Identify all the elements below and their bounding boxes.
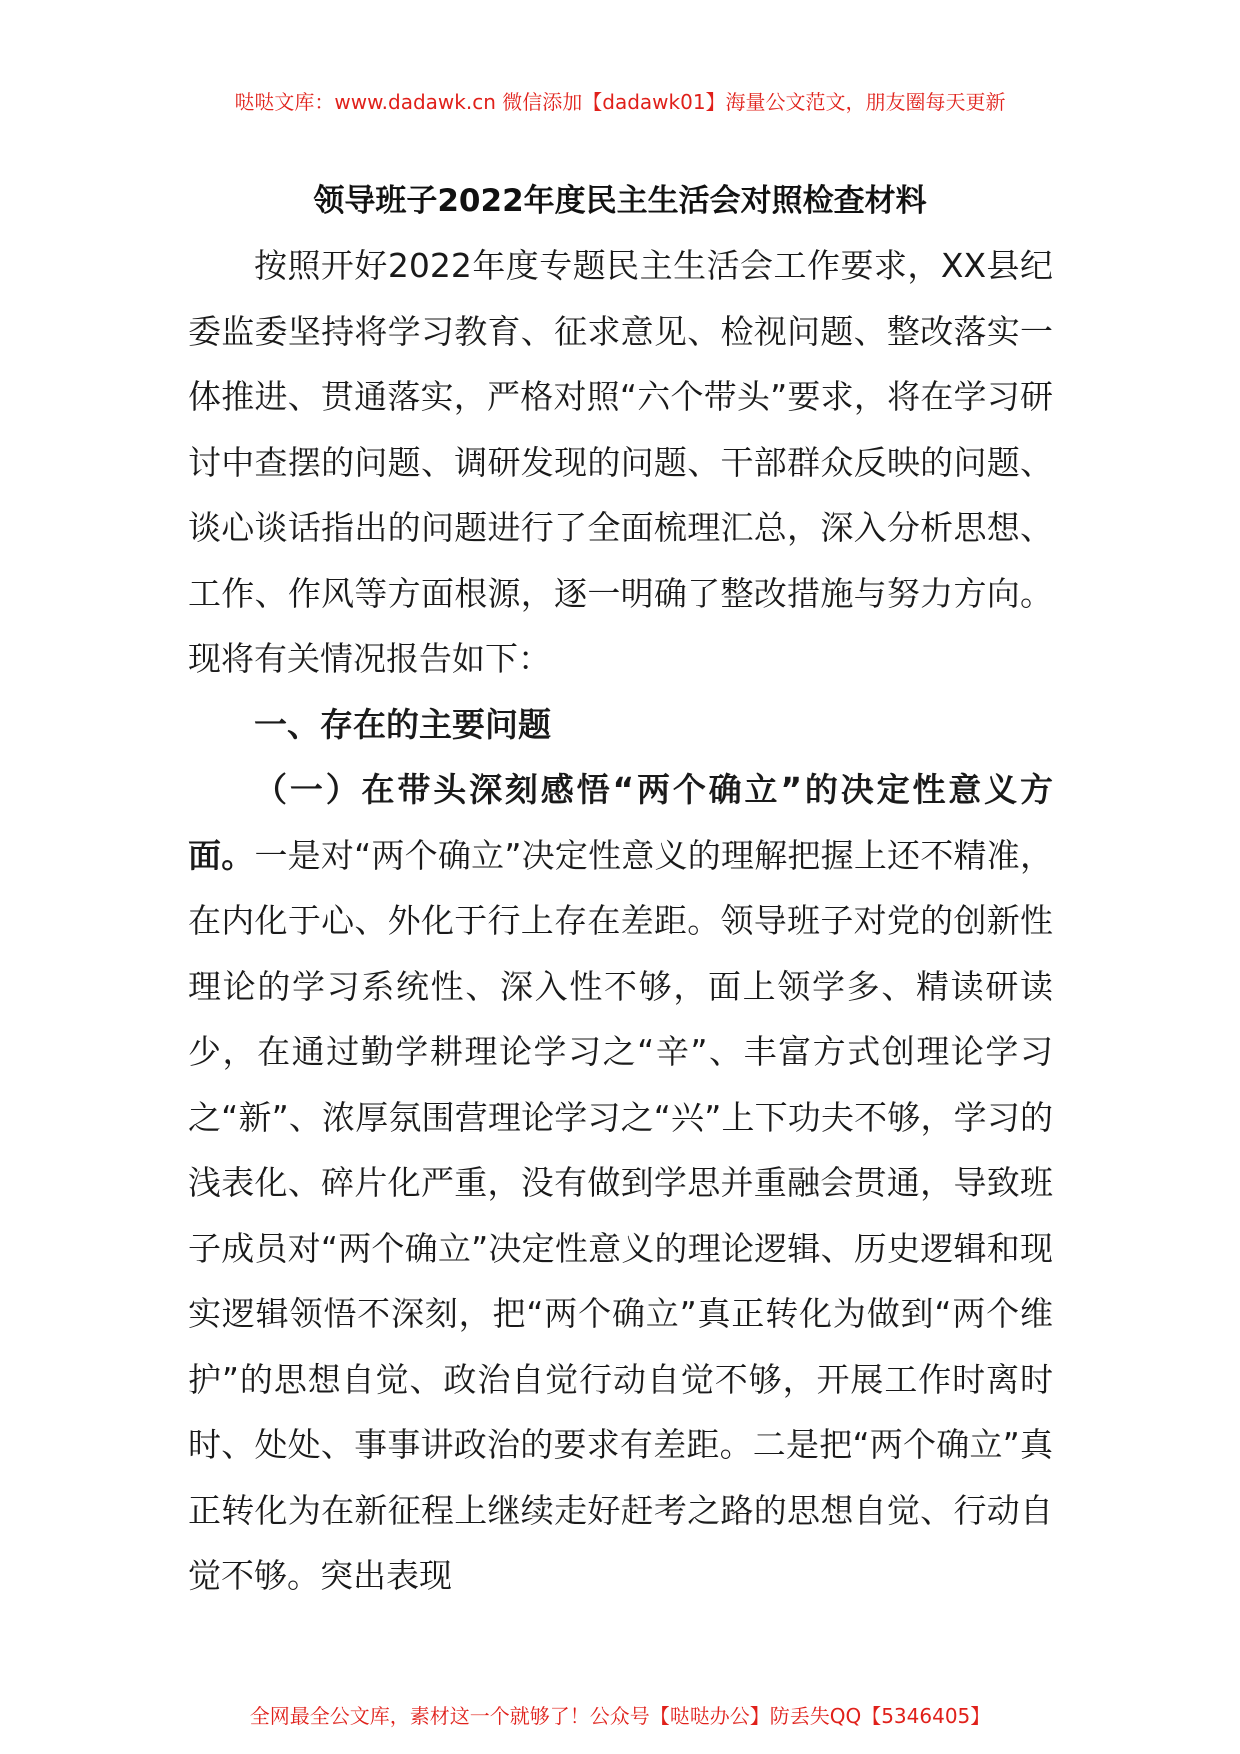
subsection-body-1: 一是对“两个确立”决定性意义的理解把握上还不精准，在内化于心、外化于行上存在差距。领导班子对党的创新性理论的学习系统性、深入性不够，面上领学多、精读研读少，在通过勤学耕理论学习之“辛”、丰富方式创理论学习之“新”、浓厚氛围营理论学习之“兴”上下功夫不够，学习的浅表化、碎片化严重，没有做到学思并重融会贯通，导致班子成员对“两个确立”决定性意义的理论逻辑、历史逻辑和现实逻辑领悟不深刻，把“两个确立”真正转化为做到“两个维护”的思想自觉、政治自觉行动自觉不够，开展工作时离时时、处处、事事讲政治的要求有差距。二是把“两个确立”真正转化为在新征程上继续走好赶考之路的思想自觉、行动自觉不够。突出表现: [188, 835, 1053, 1595]
subsection-paragraph-1: [188, 757, 1053, 1609]
header-watermark-note: 哒哒文库：www.dadawk.cn 微信添加【dadawk01】海量公文范文，朋友圈每天更新: [234, 90, 1006, 114]
footer-watermark-note: 全网最全公文库，素材这一个就够了！公众号【哒哒办公】防丢失QQ【5346405】: [249, 1704, 991, 1728]
section-heading-1: 一、存在的主要问题: [254, 704, 551, 744]
intro-paragraph: 按照开好2022年度专题民主生活会工作要求，XX县纪委监委坚持将学习教育、征求意见、检视问题、整改落实一体推进、贯通落实，严格对照“六个带头”要求，将在学习研讨中查摆的问题、调研发现的问题、干部群众反映的问题、谈心谈话指出的问题进行了全面梳理汇总，深入分析思想、工作、作风等方面根源，逐一明确了整改措施与努力方向。现将有关情况报告如下：: [188, 246, 1053, 678]
subsection-title-1: （一）在带头深刻感悟“两个确立”的决定性意义方面。: [188, 770, 1053, 875]
document-body: [188, 233, 1053, 1609]
document-title: 领导班子2022年度民主生活会对照检查材料: [313, 183, 927, 219]
